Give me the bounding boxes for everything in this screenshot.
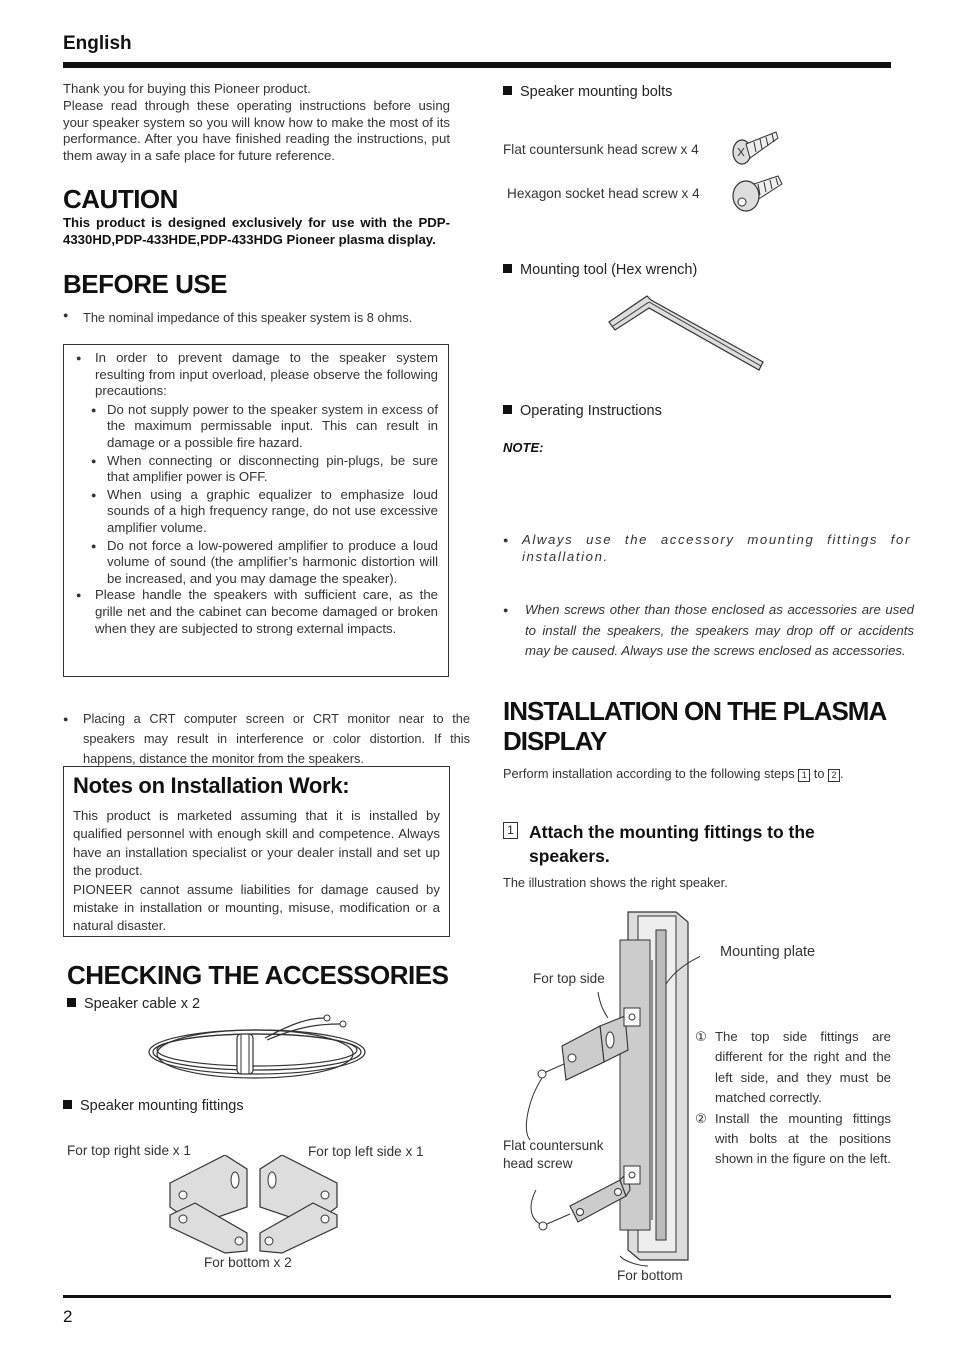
installation-notes-p1: This product is marketed assuming that it is installed by qualified personnel with enough skill and competence. Always have an installation specialist or your dealer install and set up the product.	[73, 808, 440, 879]
note-item: ● Always use the accessory mounting fittings for installation.	[503, 532, 911, 565]
installation-notes-box	[63, 766, 450, 937]
bullet-square-icon	[63, 1100, 72, 1109]
install-note-2: ② Install the mounting fittings with bolts at the positions shown in the figure on the left.	[695, 1110, 891, 1167]
flat-countersunk-label: Flat countersunk head screw	[503, 1138, 604, 1171]
precaution-sub-item: ● Do not force a low-powered amplifier to produce a loud volume of sound (the amplifier’s harmonic distortion will be increased, and you may damage the speaker).	[91, 538, 438, 588]
bullet-square-icon	[503, 86, 512, 95]
operating-instructions-item	[503, 403, 662, 419]
installation-title: INSTALLATION ON THE PLASMA DISPLAY	[503, 696, 886, 756]
step-box-icon: 2	[828, 769, 840, 782]
hex-screw-label: Hexagon socket head screw x 4	[507, 186, 700, 201]
mounting-fittings-label: Speaker mounting fittings	[80, 1098, 244, 1114]
mounting-bolts-label: Speaker mounting bolts	[520, 84, 673, 100]
note-title: NOTE:	[503, 440, 544, 455]
flat-screw-label: Flat countersunk head screw x 4	[503, 142, 699, 157]
bullet-square-icon	[503, 264, 512, 273]
hex-wrench-item	[503, 262, 697, 278]
crt-note: ● Placing a CRT computer screen or CRT monitor near to the speakers may result in interference or color distortion. If this happens, distance the monitor from the speakers.	[63, 709, 470, 769]
intro-text: Thank you for buying this Pioneer product. Please read through these operating instructions before using your speaker system so you will know how to make the most of its performance. After you have finished reading the instructions, put them away in a safe place for future reference.	[63, 81, 450, 164]
hex-wrench-illustration	[605, 292, 767, 376]
install-note-1: ① The top side fittings are different for the right and the left side, and they must be matched correctly.	[695, 1029, 891, 1106]
handle-care-item: ● Please handle the speakers with sufficient care, as the grille net and the cabinet can become damaged or broken when they are subjected to strong external impacts.	[76, 587, 438, 637]
speaker-installation-illustration	[500, 900, 700, 1270]
precaution-sub-item: ● When using a graphic equalizer to emphasize loud sounds of a high frequency range, do not use excessive amplifier volume.	[91, 487, 438, 537]
step-box-icon: 1	[798, 769, 810, 782]
mounting-plate-label: Mounting plate	[720, 944, 816, 960]
language-heading: English	[63, 33, 132, 54]
step-box-icon: 1	[503, 822, 518, 839]
installation-intro: Perform installation according to the following steps 1 to 2 .	[503, 766, 844, 781]
bullet-square-icon	[67, 998, 76, 1007]
illustration-note: The illustration shows the right speaker.	[503, 875, 728, 890]
impedance-note: ● The nominal impedance of this speaker system is 8 ohms.	[63, 310, 470, 325]
speaker-cable-label: Speaker cable x 2	[84, 996, 201, 1012]
mounting-bolts-item	[503, 84, 672, 100]
before-use-title: BEFORE USE	[63, 269, 228, 299]
precaution-sub-item: ● Do not supply power to the speaker system in excess of the maximum permissable input. This can result in damage or a possible fire hazard.	[91, 402, 438, 452]
installation-notes-title: Notes on Installation Work:	[73, 773, 350, 798]
step1-heading	[503, 820, 893, 868]
step1-title: Attach the mounting fittings to the speakers.	[529, 822, 815, 866]
for-top-side-label: For top side	[533, 971, 605, 986]
accessories-title: CHECKING THE ACCESSORIES	[67, 960, 449, 990]
bottom-fitting-label: For bottom x 2	[204, 1255, 292, 1270]
top-right-label: For top right side x 1	[67, 1143, 191, 1158]
precaution-intro: ● In order to prevent damage to the speaker system resulting from input overload, please observe the following precautions:	[76, 350, 438, 400]
precaution-sub-item: ● When connecting or disconnecting pin-plugs, be sure that amplifier power is OFF.	[91, 453, 438, 486]
hex-screw-illustration	[730, 172, 786, 216]
caution-text: This product is designed exclusively for use with the PDP-4330HD,PDP-433HDE,PDP-433HDG Pioneer plasma display.	[63, 215, 450, 247]
mounting-fittings-item	[63, 1098, 244, 1114]
installation-notes-list	[695, 1027, 891, 1170]
top-left-label: For top left side x 1	[308, 1144, 424, 1159]
page-number: 2	[63, 1307, 73, 1326]
note-item: ● When screws other than those enclosed as accessories are used to install the speakers, the speakers may drop off or accidents may be caused. Always use the screws enclosed as accessories.	[503, 600, 914, 661]
bullet-square-icon	[503, 405, 512, 414]
circled-two-icon: ②	[695, 1110, 707, 1126]
installation-notes-p2: PIONEER cannot assume liabilities for damage caused by mistake in installation or mounting, misuse, modification or a natural disaster.	[73, 881, 440, 934]
speaker-cable-item	[67, 996, 200, 1012]
for-bottom-label: For bottom	[617, 1268, 683, 1283]
circled-one-icon: ①	[695, 1029, 707, 1044]
top-rule	[63, 62, 891, 68]
operating-instructions-label: Operating Instructions	[520, 403, 662, 419]
hex-wrench-label: Mounting tool (Hex wrench)	[520, 262, 698, 278]
bottom-rule	[63, 1295, 891, 1298]
precautions-box	[63, 344, 449, 677]
flat-screw-illustration	[730, 128, 782, 168]
speaker-cable-illustration	[145, 1012, 377, 1084]
caution-title: CAUTION	[63, 184, 178, 214]
mounting-fittings-illustration	[165, 1155, 345, 1255]
